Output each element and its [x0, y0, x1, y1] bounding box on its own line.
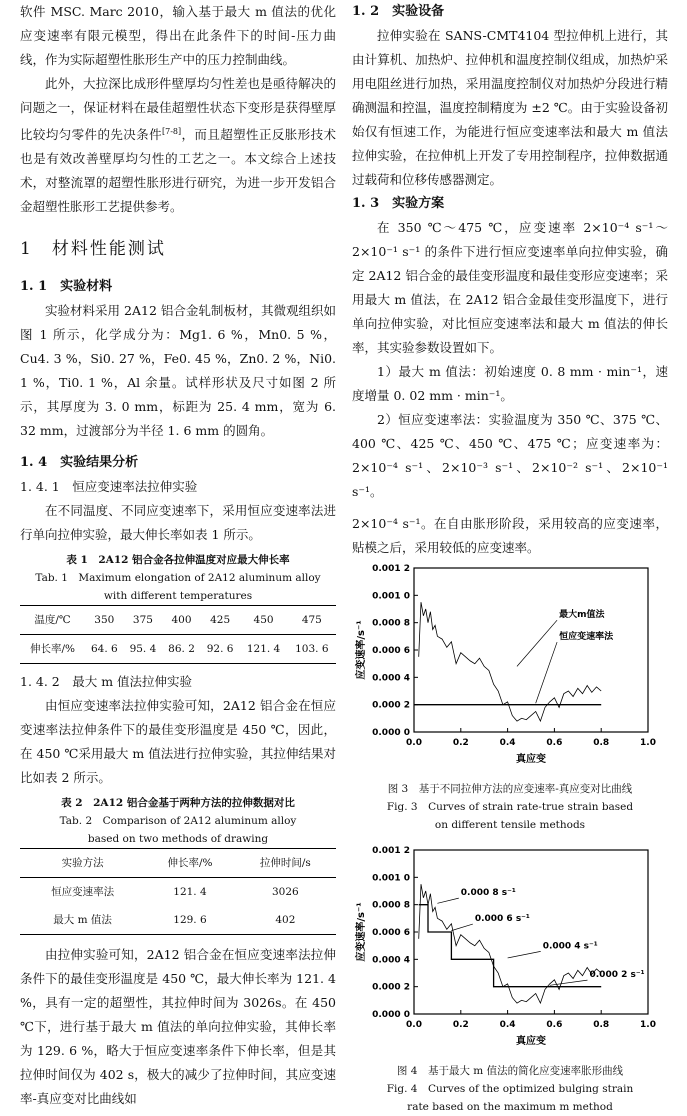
table-row: [20, 906, 336, 935]
y-axis-label: 应变速率/s⁻¹: [356, 620, 367, 680]
table-cell: 103. 6: [295, 643, 329, 656]
table-cell: 129. 6: [173, 914, 207, 927]
figure-caption-en: on different tensile methods: [434, 819, 586, 831]
figure-4-chart: [352, 842, 668, 1054]
table-cell: 425: [210, 614, 231, 627]
y-tick-label: 0.000 8: [372, 900, 410, 911]
table-cell: 400: [171, 614, 192, 627]
y-tick-label: 0.000 2: [372, 700, 410, 711]
table-cell: 64. 6: [90, 643, 118, 656]
table-cell: 402: [275, 914, 296, 927]
y-tick-label: 0.000 4: [372, 955, 410, 966]
annotation-label: 最大m值法: [559, 610, 605, 621]
x-axis-label: 真应变: [516, 754, 546, 765]
table-title-en: Tab. 1 Maximum elongation of 2A12 aluminum alloy: [35, 572, 321, 585]
x-tick-label: 0.6: [546, 738, 563, 748]
paragraph: 拉伸实验在 SANS-CMT4104 型拉伸机上进行，其由计算机、加热炉、拉伸机和温度控制仪组成，加热炉采用电阻丝进行加热，采用温度控制仪对加热炉分段进行精确测温和控温，温度控制精度为 ±2 ℃。由于实验设备初始仅有恒速工作，为能进行恒应变速率法和最大 m 值法拉伸实验，在拉伸机上开发了专用控制程序，拉伸数据通过载荷和位移传感器测定。: [352, 28, 668, 187]
table-cell: 温度/℃: [34, 614, 71, 627]
y-tick-label: 0.000 8: [372, 618, 410, 629]
table-cell: 伸长率/%: [30, 643, 76, 656]
annotation-label: 恒应变速率法: [559, 632, 614, 643]
subsection-heading: 1. 1 实验材料: [20, 279, 113, 295]
x-tick-label: 0.0: [406, 738, 422, 748]
annotation-leader: [508, 951, 541, 958]
table-title: 表 2 2A12 铝合金基于两种方法的拉伸数据对比: [61, 797, 295, 810]
x-tick-label: 0.6: [546, 1020, 563, 1030]
annotation-label: 0.000 8 s⁻¹: [460, 888, 516, 899]
table-cell: 最大 m 值法: [53, 914, 112, 927]
x-tick-label: 0.8: [593, 738, 610, 748]
x-tick-label: 0.4: [499, 738, 516, 748]
figure-4: [352, 842, 668, 1116]
annotation-leader: [536, 642, 557, 703]
figure-caption-en: Fig. 3 Curves of strain rate-true strain based: [386, 801, 634, 813]
table-header-cell: 伸长率/%: [167, 857, 213, 870]
table-cell: 121. 4: [173, 886, 207, 899]
table-cell: 3026: [271, 886, 299, 899]
x-tick-label: 0.4: [499, 1020, 516, 1030]
right-column: [352, 0, 668, 1116]
x-tick-label: 0.8: [593, 1020, 610, 1030]
annotation-leader: [451, 924, 472, 931]
figure-caption-en: rate based on the maximum m method: [407, 1101, 613, 1113]
left-column: [20, 0, 336, 1111]
x-tick-label: 0.0: [406, 1020, 422, 1030]
x-tick-label: 0.2: [452, 1020, 469, 1030]
table-cell: 92. 6: [206, 643, 234, 656]
paragraph: 在 350 ℃～475 ℃，应变速率 2×10⁻⁴ s⁻¹～2×10⁻¹ s⁻¹ 的条件下进行恒应变速率单向拉伸实验，确定 2A12 铝合金的最佳变形温度和最佳变形应变速率；采用最大 m 值法，在 2A12 铝合金最佳变形温度下，进行单向拉伸实验，对比恒应变速率法和最大 m 值法的伸长率，其实验参数设置如下。: [352, 220, 668, 355]
y-tick-label: 0.000 0: [372, 1010, 410, 1020]
paragraph: 在不同温度、不同应变速率下，采用恒应变速率法进行单向拉伸实验，最大伸长率如表 1 所示。: [20, 503, 336, 543]
subsubsection-heading: 1. 4. 1 恒应变速率法拉伸实验: [20, 479, 198, 495]
figure-caption-en: Fig. 4 Curves of the optimized bulging strain: [386, 1083, 634, 1095]
table-cell: 121. 4: [246, 643, 281, 656]
subsection-heading: 1. 2 实验设备: [352, 4, 445, 19]
table-header-cell: 拉伸时间/s: [259, 857, 311, 870]
y-tick-label: 0.000 2: [372, 982, 410, 993]
table-header-row: [20, 849, 336, 878]
y-axis-label: 应变速率/s⁻¹: [356, 902, 367, 962]
y-tick-label: 0.001 0: [372, 591, 410, 602]
table-row: [20, 635, 336, 664]
y-tick-label: 0.000 0: [372, 728, 410, 738]
x-tick-label: 1.0: [640, 1020, 656, 1030]
paragraph: 实验材料采用 2A12 铝合金轧制板材，其微观组织如图 1 所示，化学成分为：Mg1. 6 %，Mn0. 5 %，Cu4. 3 %，Si0. 27 %，Fe0. 45 %，Zn0. 2 %，Ni0. 1 %，Ti0. 1 %，Al 余量。试样形状及尺寸如图 2 所示，其厚度为 3. 0 mm，标距为 25. 4 mm，宽为 6. 32 mm，过渡部分为半径 1. 6 mm 的圆角。: [20, 303, 336, 439]
table-cell: 恒应变速率法: [51, 886, 115, 899]
table-cell: 450: [253, 614, 274, 627]
x-tick-label: 0.2: [452, 738, 469, 748]
subsubsection-heading: 1. 4. 2 最大 m 值法拉伸实验: [20, 674, 193, 690]
paragraph: 软件 MSC. Marc 2010，输入基于最大 m 值法的优化应变速率有限元模型，得出在此条件下的时间-压力曲线，作为实际超塑性胀形生产中的压力控制曲线。: [20, 4, 336, 67]
table-cell: 375: [132, 614, 153, 627]
table-cell: 86. 2: [168, 643, 195, 656]
table-header-cell: 实验方法: [61, 857, 104, 870]
table-title: 表 1 2A12 铝合金各拉伸温度对应最大伸长率: [66, 554, 290, 567]
paragraph: 由恒应变速率法拉伸实验可知，2A12 铝合金在恒应变速率法拉伸条件下的最佳变形温度是 450 ℃，因此，在 450 ℃采用最大 m 值法进行拉伸实验，其拉伸结果对比如表 2 所示。: [20, 698, 336, 786]
table-2-grid: [20, 848, 336, 935]
table-2: [20, 794, 336, 935]
table-row: [20, 606, 336, 635]
paragraph-text: ，而且超塑性正反胀形技术也是有效改善壁厚均匀性的工艺之一。本文综合上述技术，对整流罩的超塑性胀形进行研究，为进一步开发铝合金超塑性胀形工艺提供参考。: [20, 127, 336, 215]
annotation-leader: [437, 898, 458, 903]
y-tick-label: 0.001 2: [372, 846, 410, 856]
figure-caption: 图 4 基于最大 m 值法的简化应变速率胀形曲线: [396, 1065, 624, 1077]
paragraph: 由拉伸实验可知，2A12 铝合金在恒应变速率法拉伸条件下的最佳变形温度是 450 ℃，最大伸长率为 121. 4 %，具有一定的超塑性，其拉伸时间为 3026s。在 450 ℃下，进行基于最大 m 值法的单向拉伸实验，其伸长率为 129. 6 %，略大于恒应变速率条件下伸长率，但是其拉伸时间仅为 402 s，极大的减少了拉伸时间，其应变速率-真应变对比曲线如: [20, 947, 336, 1107]
paragraph: [20, 72, 336, 219]
table-cell: 95. 4: [129, 643, 157, 656]
y-tick-label: 0.000 6: [372, 646, 410, 656]
paragraph: 2×10⁻⁴ s⁻¹。在自由胀形阶段，采用较高的应变速率，贴模之后，采用较低的应变速率。: [352, 516, 668, 555]
section-heading: 1 材料性能测试: [20, 239, 166, 260]
annotation-label: 0.000 4 s⁻¹: [542, 941, 598, 952]
subsection-heading: 1. 3 实验方案: [352, 196, 445, 211]
annotation-label: 0.000 6 s⁻¹: [474, 914, 530, 925]
figure-3: [352, 560, 668, 834]
annotation-label: 0.000 2 s⁻¹: [589, 970, 645, 981]
table-row: [20, 878, 336, 907]
figure-caption: 图 3 基于不同拉伸方法的应变速率-真应变对比曲线: [387, 783, 633, 795]
paragraph-text: 此外，大拉深比成形件壁厚均匀性差也是亟待解决的问题之一，保证材料在最佳超塑性状态下变形是获得壁厚比较均匀零件的先决条件: [20, 76, 336, 143]
y-tick-label: 0.001 0: [372, 873, 410, 884]
paragraph: 1）最大 m 值法：初始速度 0. 8 mm · min⁻¹，速度增量 0. 02 mm · min⁻¹。: [352, 364, 668, 403]
table-title-en: based on two methods of drawing: [87, 833, 269, 846]
table-title-en: with different temperatures: [103, 590, 253, 603]
table-title-en: Tab. 2 Comparison of 2A12 aluminum alloy: [59, 815, 297, 828]
x-axis-label: 真应变: [516, 1036, 546, 1047]
x-tick-label: 1.0: [640, 738, 656, 748]
figure-3-chart: [352, 560, 668, 772]
paragraph: 2）恒应变速率法：实验温度为 350 ℃、375 ℃、400 ℃、425 ℃、450 ℃、475 ℃；应变速率为：2×10⁻⁴ s⁻¹、2×10⁻³ s⁻¹、2×10⁻² s⁻¹、2×10⁻¹ s⁻¹。: [352, 412, 668, 499]
citation: [7-8]: [161, 127, 182, 136]
table-cell: 350: [94, 614, 115, 627]
subsection-heading: 1. 4 实验结果分析: [20, 455, 139, 471]
y-tick-label: 0.001 2: [372, 564, 410, 574]
y-tick-label: 0.000 4: [372, 673, 410, 684]
table-1-grid: [20, 605, 336, 664]
table-1: [20, 551, 336, 664]
table-cell: 475: [301, 614, 322, 627]
y-tick-label: 0.000 6: [372, 928, 410, 938]
